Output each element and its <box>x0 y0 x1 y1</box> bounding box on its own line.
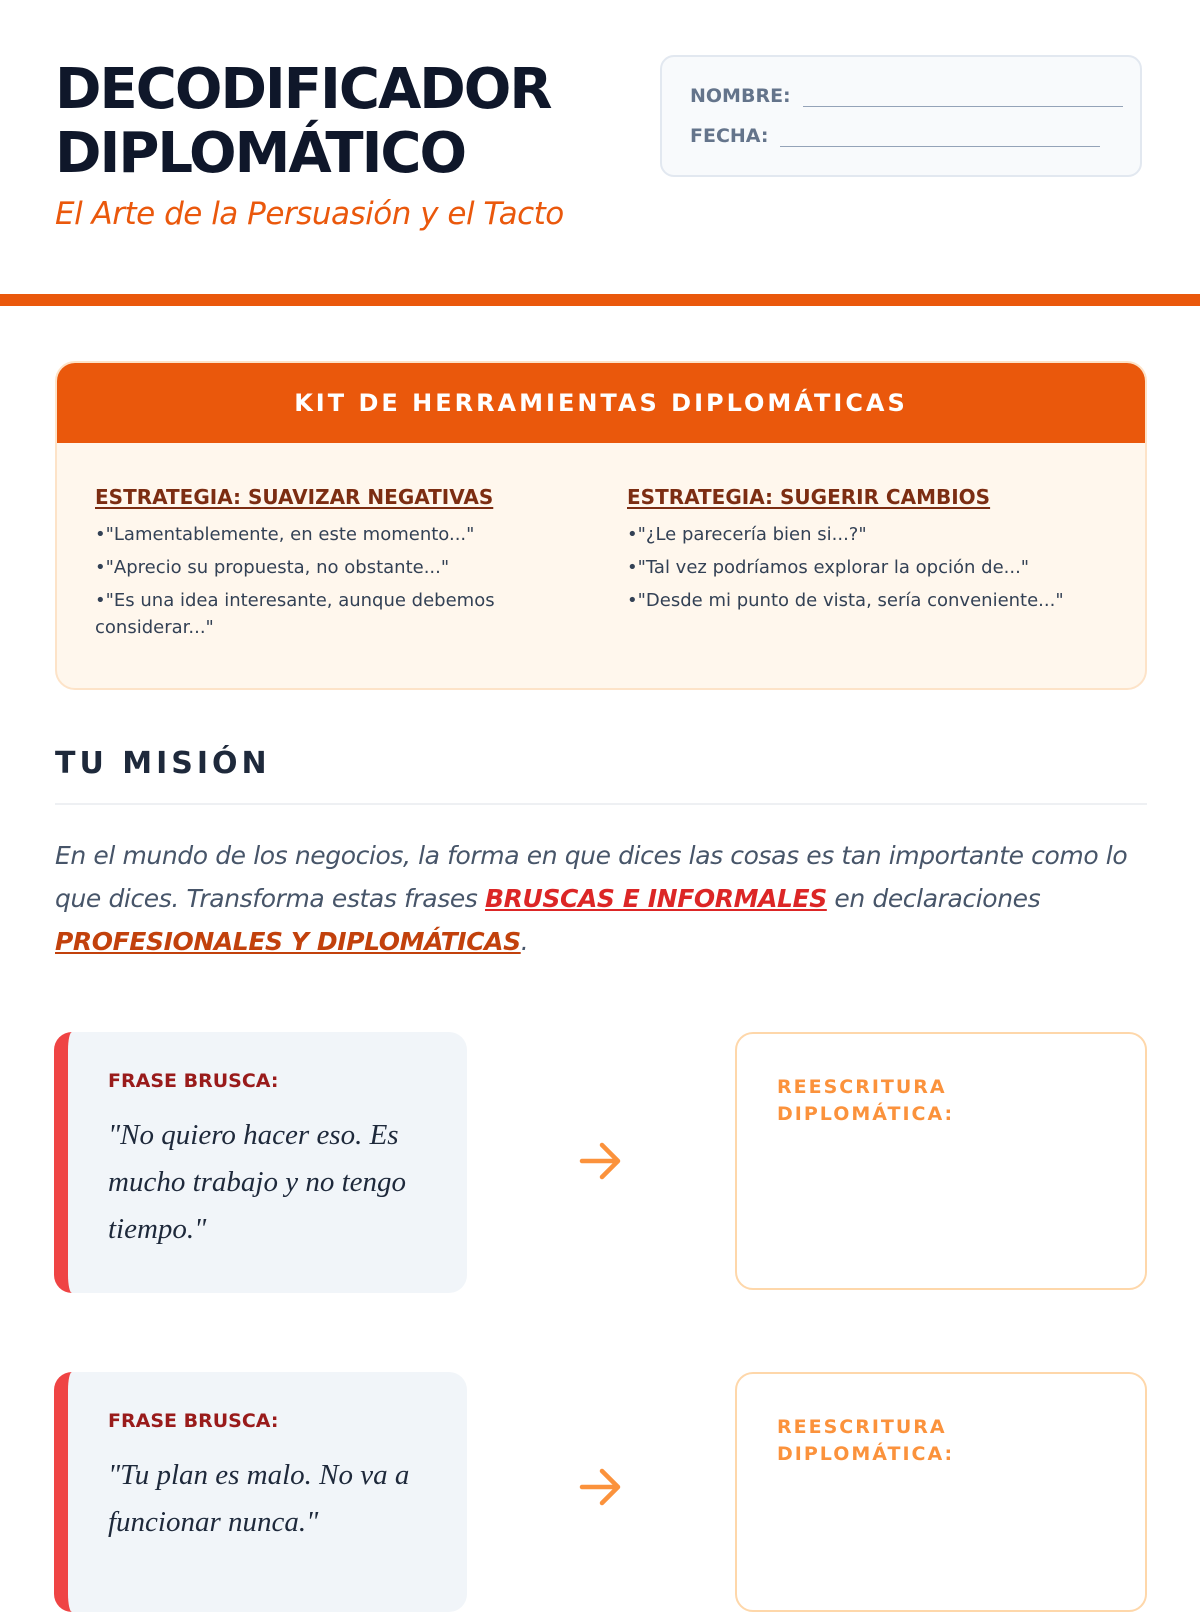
page-subtitle: El Arte de la Persuasión y el Tacto <box>55 196 564 232</box>
highlight-diplomatic: PROFESIONALES Y DIPLOMÁTICAS <box>55 927 521 956</box>
mission-divider <box>55 803 1147 805</box>
highlight-blunt: BRUSCAS E INFORMALES <box>484 884 827 913</box>
header-divider <box>0 294 1200 306</box>
phrase-item: • "Desde mi punto de vista, sería conveniente..." <box>627 587 1127 614</box>
date-label: FECHA: <box>690 125 769 147</box>
toolkit-title: KIT DE HERRAMIENTAS DIPLOMÁTICAS <box>57 363 1145 443</box>
name-date-box <box>660 55 1142 177</box>
arrow-right-icon <box>576 1462 626 1512</box>
date-row <box>690 125 1100 147</box>
blunt-phrase-label: FRASE BRUSCA: <box>108 1410 279 1432</box>
strategy-soften-negatives <box>95 485 535 647</box>
diplomatic-toolkit <box>55 361 1147 690</box>
name-field[interactable] <box>803 86 1123 107</box>
mission-text-part-2: en declaraciones <box>826 884 1041 913</box>
phrase-list <box>627 521 1127 614</box>
mission-text-part-1: En el mundo de los negocios, la forma en que dices las cosas es tan importante como lo que dices. Transforma estas frases <box>55 841 1128 913</box>
title-line-2: DIPLOMÁTICO <box>55 121 466 186</box>
blunt-phrase-label: FRASE BRUSCA: <box>108 1070 279 1092</box>
phrase-item: • "Aprecio su propuesta, no obstante..." <box>95 554 535 581</box>
name-label: NOMBRE: <box>690 85 791 107</box>
phrase-item: • "Lamentablemente, en este momento..." <box>95 521 535 548</box>
phrase-item: • "¿Le parecería bien si...?" <box>627 521 1127 548</box>
blunt-phrase-card <box>54 1032 467 1293</box>
phrase-item: • "Tal vez podríamos explorar la opción de..." <box>627 554 1127 581</box>
blunt-phrase-text: "Tu plan es malo. No va a funcionar nunca." <box>108 1459 410 1538</box>
rewrite-label: REESCRITURA DIPLOMÁTICA: <box>777 1416 955 1465</box>
blunt-phrase-card <box>54 1372 467 1612</box>
arrow-right-icon <box>576 1136 626 1186</box>
strategy-suggest-changes <box>627 485 1127 620</box>
diplomatic-rewrite-box[interactable] <box>735 1032 1147 1290</box>
blunt-phrase-text: "No quiero hacer eso. Es mucho trabajo y no tengo tiempo." <box>108 1119 407 1245</box>
mission-heading: TU MISIÓN <box>55 746 271 781</box>
rewrite-label: REESCRITURA DIPLOMÁTICA: <box>777 1076 955 1125</box>
mission-text-part-3: . <box>520 927 529 956</box>
name-row <box>690 85 1123 107</box>
diplomatic-rewrite-box[interactable] <box>735 1372 1147 1612</box>
strategy-title: ESTRATEGIA: SUAVIZAR NEGATIVAS <box>95 485 494 509</box>
phrase-list <box>95 521 535 641</box>
page-title <box>55 58 551 186</box>
phrase-item: • "Es una idea interesante, aunque debemos considerar..." <box>95 587 535 641</box>
strategy-title: ESTRATEGIA: SUGERIR CAMBIOS <box>627 485 991 509</box>
date-field[interactable] <box>780 126 1100 147</box>
title-line-1: DECODIFICADOR <box>55 57 551 122</box>
mission-text <box>55 834 1155 963</box>
